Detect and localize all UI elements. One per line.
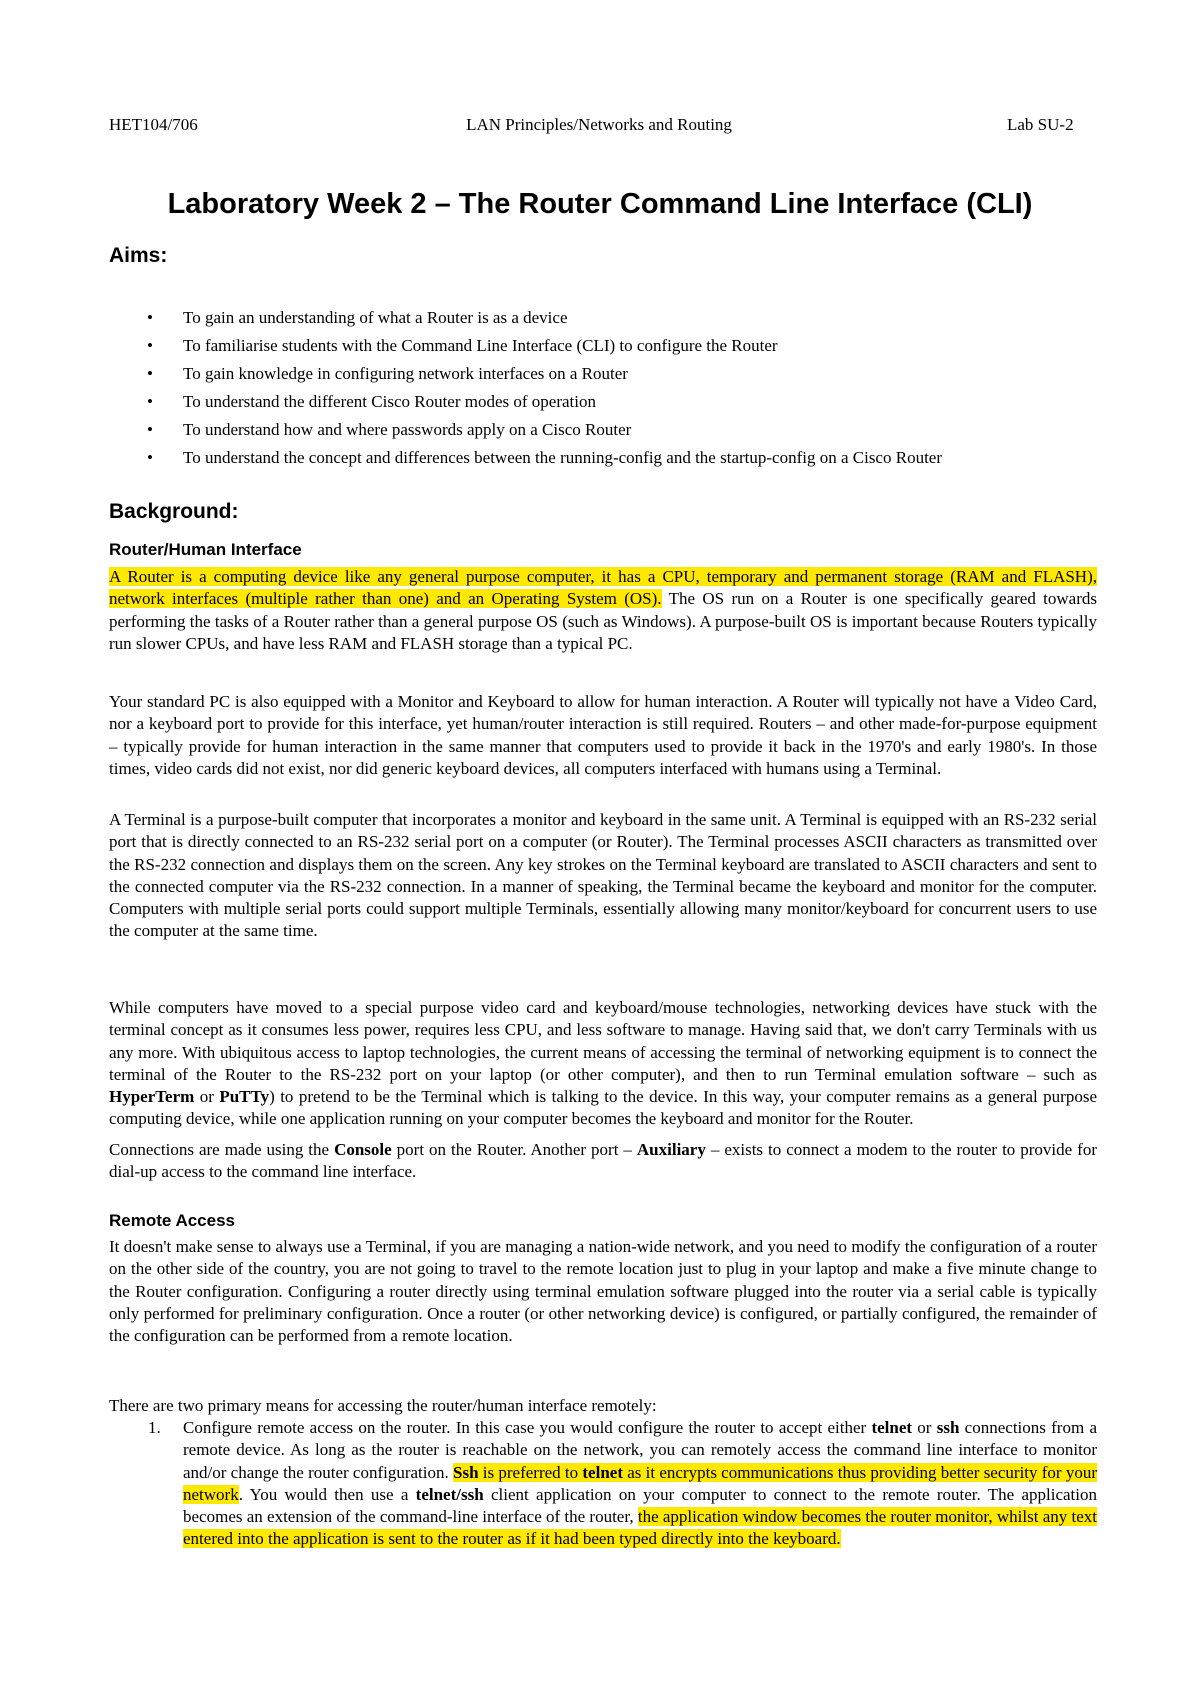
aim-item: • To understand the concept and differences between the running-config and the startup-config on a Cisco Router [109, 444, 1109, 472]
remote-methods-list [109, 1417, 1097, 1551]
aim-item: • To familiarise students with the Command Line Interface (CLI) to configure the Router [109, 332, 1109, 360]
remote-paragraph-2: There are two primary means for accessing the router/human interface remotely: [109, 1396, 657, 1415]
lab-id: Lab SU-2 [1007, 115, 1074, 134]
background-heading: Background: [109, 500, 239, 523]
highlight: the application window becomes the router monitor, whilst any text entered into the application is sent to the router as if it had been typed directly into the keyboard. [183, 1507, 1098, 1549]
aim-item: • To gain knowledge in configuring network interfaces on a Router [109, 360, 1109, 388]
aim-item: • To understand the different Cisco Router modes of operation [109, 388, 1109, 416]
aims-heading: Aims: [109, 244, 168, 267]
highlight: Ssh is preferred to telnet as it encrypts communications thus providing better security for your network [183, 1462, 1097, 1504]
remote-paragraph-1: It doesn't make sense to always use a Terminal, if you are managing a nation-wide network, and you need to modify the configuration of a router on the other side of the country, you are not going to travel to the remote location just to plug in your laptop and make a five minute change to the Router configuration. Configuring a router directly using terminal emulation software plugged into the router via a serial cable is typically only performed for preliminary configuration. Once a router (or other networking device) is configured, or partially configured, the remainder of the configuration can be performed from a remote location. [109, 1237, 1097, 1346]
router-paragraph-1: A Router is a computing device like any general purpose computer, it has a CPU, temporary and permanent storage (RAM and FLASH), network interfaces (multiple rather than one) and an Operating System (OS). The OS run on a Router is one specifically geared towards performing the tasks of a Router rather than a general purpose OS (such as Windows). A purpose-built OS is important because Routers typically run slower CPUs, and have less RAM and FLASH storage than a typical PC. [109, 567, 1098, 653]
aim-item: • To understand how and where passwords apply on a Cisco Router [109, 416, 1109, 444]
aims-list [109, 304, 1109, 472]
course-code: HET104/706 [109, 115, 198, 134]
remote-access-heading: Remote Access [109, 1211, 235, 1230]
highlight: A Router is a computing device like any general purpose computer, it has a CPU, temporary and permanent storage (RAM and FLASH), network interfaces (multiple rather than one) and an Operating System (OS). [109, 567, 1097, 609]
router-paragraph-2: Your standard PC is also equipped with a Monitor and Keyboard to allow for human interaction. A Router will typically not have a Video Card, nor a keyboard port to provide for this interface, yet human/router interaction is still required. Routers – and other made-for-purpose equipment – typically provide for human interaction in the same manner that computers used to provide it back in the 1970's and early 1980's. In those times, video cards did not exist, nor did generic keyboard devices, all computers interfaced with humans using a Terminal. [109, 692, 1097, 778]
router-paragraph-3: A Terminal is a purpose-built computer that incorporates a monitor and keyboard in the same unit. A Terminal is equipped with an RS-232 serial port that is directly connected to an RS-232 serial port on a computer (or Router). The Terminal processes ASCII characters as transmitted over the RS-232 connection and displays them on the screen. Any key strokes on the Terminal keyboard are translated to ASCII characters and sent to the connected computer via the RS-232 connection. In a manner of speaking, the Terminal became the keyboard and monitor for the computer. Computers with multiple serial ports could support multiple Terminals, essentially allowing many monitor/keyboard for concurrent users to use the computer at the same time. [109, 810, 1097, 941]
list-number: 1. [148, 1418, 161, 1437]
router-paragraph-4: While computers have moved to a special purpose video card and keyboard/mouse technologies, networking devices have stuck with the terminal concept as it consumes less power, requires less CPU, and less software to manage. Having said that, we don't carry Terminals with us any more. With ubiquitous access to laptop technologies, the current means of accessing the terminal of networking equipment is to connect the terminal of the Router to the RS-232 port on your laptop (or other computer), and then to run Terminal emulation software – such as HyperTerm or PuTTy) to pretend to be the Terminal which is talking to the device. In this way, your computer remains as a general purpose computing device, while one application running on your computer becomes the keyboard and monitor for the Router. [109, 998, 1097, 1129]
router-paragraph-5: Connections are made using the Console port on the Router. Another port – Auxiliary – exists to connect a modem to the router to provide for dial-up access to the command line interface. [109, 1140, 1097, 1182]
course-title: LAN Principles/Networks and Routing [466, 115, 732, 134]
router-human-heading: Router/Human Interface [109, 540, 302, 559]
page-title: Laboratory Week 2 – The Router Command Line Interface (CLI) [167, 188, 1033, 220]
list-item: 1. Configure remote access on the router. In this case you would configure the router to accept either telnet or ssh connections from a remote device. As long as the router is reachable on the network, you can remotely access the command line interface to monitor and/or change the router configuration. Ssh is preferred to telnet as it encrypts communications thus providing better security for your network. You would then use a telnet/ssh client application on your computer to connect to the remote router. The application becomes an extension of the command-line interface of the router, the application window becomes the router monitor, whilst any text entered into the application is sent to the router as if it had been typed directly into the keyboard. [148, 1418, 1098, 1549]
aim-item: • To gain an understanding of what a Router is as a device [109, 304, 1109, 332]
